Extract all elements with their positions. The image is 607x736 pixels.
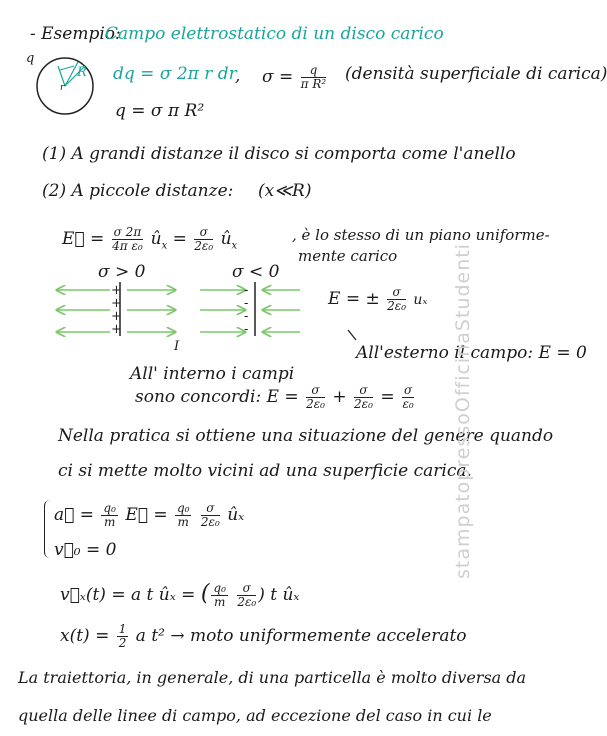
point-1: (1) A grandi distanze il disco si comporta come l'anello xyxy=(42,144,516,164)
initial-velocity: v⃗₀ = 0 xyxy=(54,540,117,560)
minus-sign: - xyxy=(244,309,249,324)
paragraph-2-line-2: quella delle linee di campo, ad eccezione del caso in cui le xyxy=(18,706,492,725)
inside-line-1: All' interno i campi xyxy=(130,364,295,384)
plus-sign: + xyxy=(111,322,122,337)
dq-formula: dq = σ 2π r dr xyxy=(113,64,237,84)
example-title: Campo elettrostatico di un disco carico xyxy=(105,24,444,44)
minus-sign: - xyxy=(244,322,249,337)
sigma-description: (densità superficiale di carica) xyxy=(345,64,607,84)
plus-sign: + xyxy=(111,283,122,298)
q-total-formula: q = σ π R² xyxy=(115,101,205,121)
velocity-equation: v⃗ₓ(t) = a t ûₓ = ( $\frac{\text{q₀}}{m}$ $\frac{\sigma}{\text{2ε₀}}$ ) t ûₓ xyxy=(60,581,300,610)
minus-sign: - xyxy=(244,283,249,298)
disk-q-label: q xyxy=(26,51,35,66)
paragraph-1-line-2: ci si mette molto vicini ad una superficie carica. xyxy=(58,461,472,481)
pointer-stroke xyxy=(346,328,358,342)
point-2-head: (2) A piccole distanze: xyxy=(42,181,234,201)
plane-note-1: , è lo stesso di un piano uniforme- xyxy=(292,226,550,244)
plus-sign: + xyxy=(111,309,122,324)
disk-r-label: r xyxy=(60,83,65,93)
system-brace xyxy=(44,500,53,558)
paragraph-2-line-1: La traiettoria, in generale, di una particella è molto diversa da xyxy=(18,668,527,687)
charged-disk-figure xyxy=(30,50,100,120)
sigma-negative-label: σ < 0 xyxy=(232,262,280,282)
inside-line-2: sono concordi: E = $\frac{\sigma}{\text{2ε₀}}$ + $\frac{\sigma}{\text{2ε₀}}$ = $\frac{\sigma}{\text{ε₀}}$ xyxy=(135,383,414,412)
example-bullet: - Esempio: xyxy=(30,24,121,44)
comma: , xyxy=(235,66,241,86)
acceleration-equation: a⃗ = $\frac{\text{q₀}}{m}$ E⃗ = $\frac{\text{q₀}}{m}$ $\frac{\sigma}{\text{2ε₀}}$ ûₓ xyxy=(54,501,245,530)
tick-mark: I xyxy=(174,339,180,354)
plus-sign: + xyxy=(111,296,122,311)
point-2-condition: (x≪R) xyxy=(258,181,312,201)
field-equation: E⃗ = $\frac{\sigma 2\pi}{\text{4π ε₀}}$ $û_x$ = $\frac{\sigma}{\text{2ε₀}}$ $û_x$ xyxy=(62,225,238,254)
disk-R-label: R xyxy=(77,65,87,80)
minus-sign: - xyxy=(244,296,249,311)
paragraph-1-line-1: Nella pratica si ottiene una situazione del genere quando xyxy=(58,426,554,446)
watermark-text: stampatopressoOfficinaStudenti xyxy=(452,243,475,579)
sigma-positive-label: σ > 0 xyxy=(98,262,146,282)
plane-note-2: mente carico xyxy=(298,247,398,265)
position-equation: x(t) = $\frac{1}{2}$ a t² → moto uniformemente accelerato xyxy=(60,622,467,651)
plane-field-diagram xyxy=(55,280,305,342)
sigma-formula: σ = $\frac{q}{\text{π R²}}$ xyxy=(262,63,327,92)
outside-field-text: All'esterno il campo: E = 0 xyxy=(356,343,587,363)
plane-field-formula: E = ± $\frac{\sigma}{\text{2ε₀}}$ uₓ xyxy=(328,285,428,314)
